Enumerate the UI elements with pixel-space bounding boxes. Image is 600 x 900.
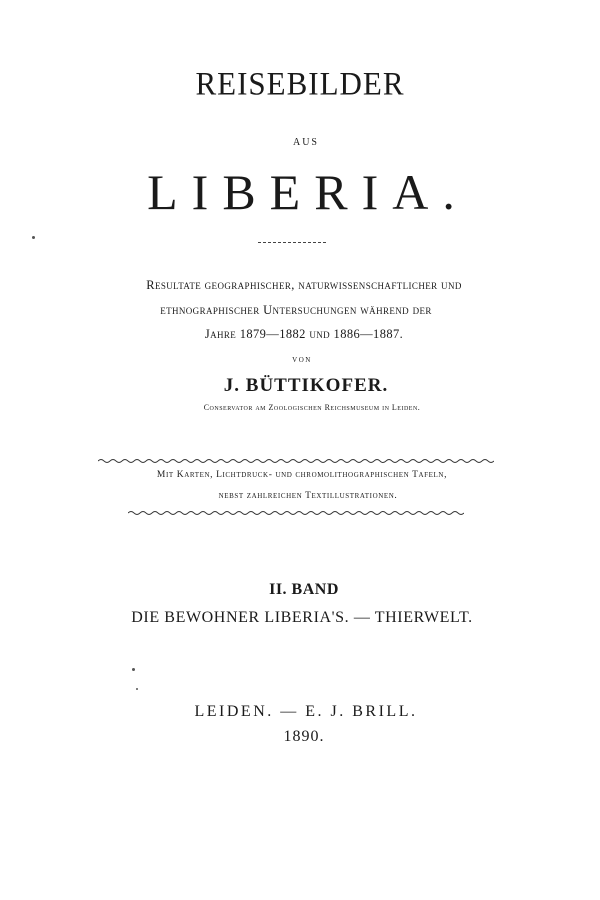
volume-subtitle: DIE BEWOHNER LIBERIA'S. — THIERWELT. xyxy=(131,609,473,626)
book-title-country: LIBERIA. xyxy=(147,164,469,220)
publication-year: 1890. xyxy=(283,728,325,745)
title-connector: aus xyxy=(292,134,319,149)
print-speck xyxy=(132,668,135,671)
publisher-imprint: LEIDEN. — E. J. BRILL. xyxy=(194,703,418,720)
volume-number: II. BAND xyxy=(269,581,339,598)
by-label: von xyxy=(292,354,312,365)
illustrations-note-line-2: nebst zahlreichen Textillustrationen. xyxy=(218,491,398,501)
wavy-rule-top xyxy=(98,458,494,464)
author-affiliation: Conservator am Zoologischen Reichsmuseum in Leiden. xyxy=(203,403,421,412)
subtitle-line-1: Resultate geographischer, naturwissenschaftlicher und xyxy=(146,278,462,292)
author-name: J. BÜTTIKOFER. xyxy=(223,375,389,396)
print-speck xyxy=(136,688,138,690)
subtitle-line-3: Jahre 1879—1882 und 1886—1887. xyxy=(204,327,404,341)
ornamental-divider xyxy=(258,242,326,243)
subtitle-line-2: ethnographischer Untersuchungen während der xyxy=(160,303,432,317)
wavy-rule-bottom xyxy=(128,510,464,516)
book-title: REISEBILDER xyxy=(195,65,405,102)
illustrations-note-line-1: Mit Karten, Lichtdruck- und chromolithographischen Tafeln, xyxy=(156,470,448,480)
print-speck xyxy=(32,236,35,239)
